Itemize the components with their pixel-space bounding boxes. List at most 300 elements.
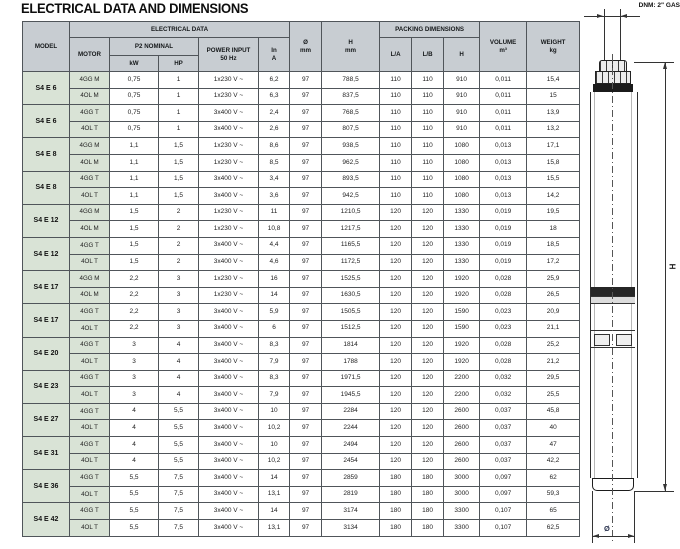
model-cell: S4 E 6 [23, 105, 70, 138]
ph-cell: 1920 [444, 354, 480, 371]
diameter-dimension-label: Ø [604, 524, 610, 533]
vol-cell: 0,032 [480, 370, 527, 387]
table-row [23, 237, 580, 254]
la-cell: 110 [380, 88, 412, 105]
motor-cell: 4OL M [70, 221, 110, 238]
power-cell: 3x400 V ~ [199, 188, 259, 205]
pump-strainer-band [591, 296, 635, 304]
hp-cell: 7,5 [159, 486, 199, 503]
motor-cell: 4GG T [70, 337, 110, 354]
hp-cell: 2 [159, 237, 199, 254]
dia-cell: 97 [290, 453, 322, 470]
ph-cell: 910 [444, 121, 480, 138]
h-cell: 1217,5 [322, 221, 380, 238]
kw-cell: 2,2 [110, 287, 159, 304]
kw-cell: 3 [110, 370, 159, 387]
kw-cell: 3 [110, 387, 159, 404]
lb-cell: 110 [412, 188, 444, 205]
hp-cell: 1 [159, 72, 199, 89]
hp-cell: 7,5 [159, 470, 199, 487]
motor-cell: 4GG T [70, 304, 110, 321]
ph-cell: 1920 [444, 287, 480, 304]
table-row [23, 254, 580, 271]
hp-cell: 7,5 [159, 503, 199, 520]
dia-cell: 97 [290, 437, 322, 454]
vol-cell: 0,013 [480, 154, 527, 171]
header-lb: L/B [412, 38, 444, 72]
pump-base [592, 478, 634, 491]
dia-cell: 97 [290, 470, 322, 487]
kw-cell: 0,75 [110, 121, 159, 138]
h-cell: 1630,5 [322, 287, 380, 304]
vol-cell: 0,107 [480, 503, 527, 520]
wt-cell: 19,5 [527, 204, 580, 221]
lb-cell: 110 [412, 72, 444, 89]
la-cell: 110 [380, 72, 412, 89]
in-cell: 8,3 [259, 337, 290, 354]
in-cell: 13,1 [259, 520, 290, 537]
wt-cell: 26,5 [527, 287, 580, 304]
hp-cell: 1,5 [159, 188, 199, 205]
model-cell: S4 E 20 [23, 337, 70, 370]
in-cell: 4,4 [259, 237, 290, 254]
hp-cell: 5,5 [159, 420, 199, 437]
h-cell: 1165,5 [322, 237, 380, 254]
motor-cell: 4OL T [70, 420, 110, 437]
kw-cell: 1,1 [110, 154, 159, 171]
wt-cell: 13,2 [527, 121, 580, 138]
ph-cell: 1590 [444, 304, 480, 321]
table-row [23, 370, 580, 387]
lb-cell: 120 [412, 337, 444, 354]
lb-cell: 110 [412, 138, 444, 155]
model-cell: S4 E 8 [23, 138, 70, 171]
wt-cell: 15,8 [527, 154, 580, 171]
in-cell: 10,2 [259, 420, 290, 437]
hp-cell: 5,5 [159, 453, 199, 470]
kw-cell: 5,5 [110, 486, 159, 503]
kw-cell: 1,1 [110, 171, 159, 188]
vol-cell: 0,097 [480, 470, 527, 487]
vol-cell: 0,037 [480, 437, 527, 454]
in-cell: 6 [259, 320, 290, 337]
dnm-dimension-line [584, 16, 640, 17]
cable-guard-left [594, 334, 610, 346]
ph-cell: 2600 [444, 420, 480, 437]
dnm-extension-line-right [620, 9, 621, 61]
motor-cell: 4GG T [70, 403, 110, 420]
vol-cell: 0,028 [480, 271, 527, 288]
motor-cell: 4GG T [70, 437, 110, 454]
ph-cell: 3300 [444, 520, 480, 537]
lb-cell: 180 [412, 520, 444, 537]
lb-cell: 120 [412, 304, 444, 321]
table-row [23, 154, 580, 171]
kw-cell: 2,2 [110, 320, 159, 337]
dia-cell: 97 [290, 138, 322, 155]
wt-cell: 47 [527, 437, 580, 454]
h-extension-line-top [634, 62, 674, 63]
wt-cell: 40 [527, 420, 580, 437]
motor-cell: 4OL T [70, 188, 110, 205]
motor-cell: 4OL M [70, 88, 110, 105]
power-cell: 3x400 V ~ [199, 403, 259, 420]
ph-cell: 2200 [444, 387, 480, 404]
wt-cell: 15,5 [527, 171, 580, 188]
vol-cell: 0,019 [480, 237, 527, 254]
pump-body-inner-line-left [594, 92, 595, 478]
la-cell: 110 [380, 138, 412, 155]
table-row [23, 437, 580, 454]
power-cell: 3x400 V ~ [199, 486, 259, 503]
lb-cell: 120 [412, 354, 444, 371]
power-cell: 1x230 V ~ [199, 138, 259, 155]
kw-cell: 5,5 [110, 470, 159, 487]
ph-cell: 910 [444, 105, 480, 122]
h-arrow-down-icon [663, 484, 667, 491]
wt-cell: 17,2 [527, 254, 580, 271]
hp-cell: 1 [159, 88, 199, 105]
dia-cell: 97 [290, 304, 322, 321]
in-cell: 10,2 [259, 453, 290, 470]
h-cell: 1814 [322, 337, 380, 354]
motor-cell: 4GG T [70, 503, 110, 520]
vol-cell: 0,019 [480, 254, 527, 271]
hp-cell: 1,5 [159, 154, 199, 171]
lb-cell: 120 [412, 204, 444, 221]
header-power-input: POWER INPUT 50 Hz [199, 38, 259, 72]
kw-cell: 1,5 [110, 221, 159, 238]
hp-cell: 5,5 [159, 437, 199, 454]
hp-cell: 1 [159, 121, 199, 138]
dia-cell: 97 [290, 403, 322, 420]
dia-cell: 97 [290, 88, 322, 105]
pump-dimensional-drawing [584, 0, 680, 549]
h-extension-line-bottom [634, 491, 674, 492]
in-cell: 2,6 [259, 121, 290, 138]
hp-cell: 4 [159, 337, 199, 354]
ph-cell: 1330 [444, 254, 480, 271]
power-cell: 3x400 V ~ [199, 320, 259, 337]
table-row [23, 121, 580, 138]
la-cell: 120 [380, 337, 412, 354]
ph-cell: 1920 [444, 337, 480, 354]
hp-cell: 2 [159, 221, 199, 238]
la-cell: 110 [380, 171, 412, 188]
la-cell: 110 [380, 188, 412, 205]
dia-cell: 97 [290, 188, 322, 205]
wt-cell: 65 [527, 503, 580, 520]
h-cell: 938,5 [322, 138, 380, 155]
ph-cell: 2600 [444, 403, 480, 420]
la-cell: 120 [380, 221, 412, 238]
la-cell: 180 [380, 470, 412, 487]
cable-guard-right [616, 334, 632, 346]
la-cell: 120 [380, 370, 412, 387]
power-cell: 3x400 V ~ [199, 337, 259, 354]
dia-cell: 97 [290, 370, 322, 387]
lb-cell: 110 [412, 121, 444, 138]
h-cell: 1505,5 [322, 304, 380, 321]
pump-discharge-thread-lower [595, 71, 631, 84]
kw-cell: 4 [110, 453, 159, 470]
in-cell: 10 [259, 403, 290, 420]
dia-cell: 97 [290, 254, 322, 271]
hp-cell: 3 [159, 271, 199, 288]
la-cell: 180 [380, 503, 412, 520]
hp-cell: 1,5 [159, 171, 199, 188]
in-cell: 10,8 [259, 221, 290, 238]
wt-cell: 62 [527, 470, 580, 487]
motor-cell: 4OL M [70, 154, 110, 171]
wt-cell: 29,5 [527, 370, 580, 387]
la-cell: 120 [380, 254, 412, 271]
h-cell: 1525,5 [322, 271, 380, 288]
h-cell: 2244 [322, 420, 380, 437]
wt-cell: 42,2 [527, 453, 580, 470]
vol-cell: 0,013 [480, 171, 527, 188]
hp-cell: 5,5 [159, 403, 199, 420]
wt-cell: 18 [527, 221, 580, 238]
header-electrical-data: ELECTRICAL DATA [70, 22, 290, 38]
ph-cell: 1330 [444, 237, 480, 254]
kw-cell: 0,75 [110, 88, 159, 105]
power-cell: 1x230 V ~ [199, 88, 259, 105]
dia-cell: 97 [290, 204, 322, 221]
dia-cell: 97 [290, 221, 322, 238]
in-cell: 11 [259, 204, 290, 221]
ph-cell: 1330 [444, 221, 480, 238]
vol-cell: 0,028 [480, 354, 527, 371]
ph-cell: 1080 [444, 154, 480, 171]
power-cell: 3x400 V ~ [199, 354, 259, 371]
cable-guard-bottom-line [591, 347, 635, 348]
table-row [23, 72, 580, 89]
table-row [23, 105, 580, 122]
header-h-mm: H mm [322, 22, 380, 72]
table-row [23, 188, 580, 205]
vol-cell: 0,013 [480, 138, 527, 155]
dnm-arrow-right-icon [597, 14, 603, 18]
hp-cell: 3 [159, 320, 199, 337]
la-cell: 120 [380, 420, 412, 437]
ph-cell: 3300 [444, 503, 480, 520]
wt-cell: 13,9 [527, 105, 580, 122]
in-cell: 6,3 [259, 88, 290, 105]
motor-cell: 4GG T [70, 370, 110, 387]
header-packing-h: H [444, 38, 480, 72]
power-cell: 3x400 V ~ [199, 503, 259, 520]
motor-cell: 4OL T [70, 453, 110, 470]
motor-cell: 4GG M [70, 271, 110, 288]
motor-cell: 4GG M [70, 138, 110, 155]
h-cell: 893,5 [322, 171, 380, 188]
diameter-arrow-right-icon [628, 534, 634, 538]
la-cell: 120 [380, 287, 412, 304]
ph-cell: 910 [444, 88, 480, 105]
la-cell: 120 [380, 354, 412, 371]
in-cell: 4,6 [259, 254, 290, 271]
in-cell: 6,2 [259, 72, 290, 89]
hp-cell: 1 [159, 105, 199, 122]
header-motor: MOTOR [70, 38, 110, 72]
in-cell: 14 [259, 287, 290, 304]
cable-guard-top-line [591, 330, 635, 331]
lb-cell: 110 [412, 154, 444, 171]
table-body [23, 72, 580, 537]
in-cell: 14 [259, 470, 290, 487]
kw-cell: 2,2 [110, 304, 159, 321]
motor-cell: 4OL T [70, 486, 110, 503]
wt-cell: 62,5 [527, 520, 580, 537]
h-arrow-up-icon [663, 62, 667, 69]
in-cell: 7,9 [259, 354, 290, 371]
h-cell: 3174 [322, 503, 380, 520]
table-row [23, 271, 580, 288]
dia-cell: 97 [290, 271, 322, 288]
in-cell: 3,6 [259, 188, 290, 205]
motor-cell: 4OL T [70, 387, 110, 404]
model-cell: S4 E 6 [23, 72, 70, 105]
table-row [23, 486, 580, 503]
motor-cell: 4OL M [70, 287, 110, 304]
wt-cell: 21,2 [527, 354, 580, 371]
motor-cell: 4GG M [70, 72, 110, 89]
dia-cell: 97 [290, 121, 322, 138]
la-cell: 110 [380, 105, 412, 122]
motor-cell: 4GG T [70, 237, 110, 254]
kw-cell: 0,75 [110, 72, 159, 89]
h-cell: 3134 [322, 520, 380, 537]
in-cell: 7,9 [259, 387, 290, 404]
table-row [23, 354, 580, 371]
lb-cell: 120 [412, 320, 444, 337]
motor-cell: 4GG T [70, 470, 110, 487]
ph-cell: 1080 [444, 188, 480, 205]
h-cell: 2819 [322, 486, 380, 503]
dia-cell: 97 [290, 337, 322, 354]
kw-cell: 1,5 [110, 237, 159, 254]
la-cell: 120 [380, 403, 412, 420]
motor-cell: 4OL T [70, 254, 110, 271]
kw-cell: 1,5 [110, 254, 159, 271]
lb-cell: 120 [412, 271, 444, 288]
ph-cell: 1590 [444, 320, 480, 337]
in-cell: 2,4 [259, 105, 290, 122]
table-row [23, 403, 580, 420]
la-cell: 120 [380, 437, 412, 454]
kw-cell: 4 [110, 420, 159, 437]
dia-cell: 97 [290, 387, 322, 404]
kw-cell: 1,5 [110, 204, 159, 221]
dia-cell: 97 [290, 237, 322, 254]
kw-cell: 4 [110, 403, 159, 420]
wt-cell: 15 [527, 88, 580, 105]
in-cell: 5,9 [259, 304, 290, 321]
in-cell: 14 [259, 503, 290, 520]
motor-cell: 4OL T [70, 320, 110, 337]
electrical-data-table [22, 21, 580, 537]
model-cell: S4 E 36 [23, 470, 70, 503]
dia-cell: 97 [290, 420, 322, 437]
dia-cell: 97 [290, 354, 322, 371]
h-cell: 837,5 [322, 88, 380, 105]
ph-cell: 910 [444, 72, 480, 89]
vol-cell: 0,037 [480, 403, 527, 420]
table-row [23, 420, 580, 437]
h-cell: 1172,5 [322, 254, 380, 271]
h-cell: 2859 [322, 470, 380, 487]
dia-cell: 97 [290, 105, 322, 122]
in-cell: 8,5 [259, 154, 290, 171]
h-cell: 768,5 [322, 105, 380, 122]
vol-cell: 0,023 [480, 304, 527, 321]
h-cell: 1945,5 [322, 387, 380, 404]
hp-cell: 4 [159, 370, 199, 387]
motor-cell: 4GG M [70, 204, 110, 221]
lb-cell: 120 [412, 237, 444, 254]
table-row [23, 503, 580, 520]
header-model: MODEL [23, 22, 70, 72]
power-cell: 3x400 V ~ [199, 387, 259, 404]
lb-cell: 120 [412, 403, 444, 420]
dia-cell: 97 [290, 171, 322, 188]
power-cell: 3x400 V ~ [199, 105, 259, 122]
vol-cell: 0,037 [480, 420, 527, 437]
power-cell: 3x400 V ~ [199, 520, 259, 537]
table-row [23, 520, 580, 537]
wt-cell: 18,5 [527, 237, 580, 254]
la-cell: 120 [380, 271, 412, 288]
wt-cell: 25,9 [527, 271, 580, 288]
ph-cell: 1080 [444, 138, 480, 155]
lb-cell: 120 [412, 287, 444, 304]
in-cell: 3,4 [259, 171, 290, 188]
power-cell: 3x400 V ~ [199, 254, 259, 271]
power-cell: 1x230 V ~ [199, 221, 259, 238]
motor-cell: 4OL T [70, 121, 110, 138]
pump-coupling-band [591, 287, 635, 296]
lb-cell: 110 [412, 171, 444, 188]
power-cell: 3x400 V ~ [199, 237, 259, 254]
la-cell: 110 [380, 154, 412, 171]
ph-cell: 1330 [444, 204, 480, 221]
h-dimension-label: H [667, 263, 677, 270]
table-row [23, 304, 580, 321]
power-cell: 3x400 V ~ [199, 437, 259, 454]
la-cell: 120 [380, 320, 412, 337]
h-cell: 962,5 [322, 154, 380, 171]
vol-cell: 0,019 [480, 204, 527, 221]
kw-cell: 3 [110, 354, 159, 371]
kw-cell: 5,5 [110, 503, 159, 520]
h-cell: 942,5 [322, 188, 380, 205]
h-cell: 1788 [322, 354, 380, 371]
ph-cell: 3000 [444, 470, 480, 487]
hp-cell: 3 [159, 287, 199, 304]
table-row [23, 221, 580, 238]
header-weight: WEIGHT kg [527, 22, 580, 72]
model-cell: S4 E 12 [23, 237, 70, 270]
h-cell: 2284 [322, 403, 380, 420]
header-kw: kW [110, 56, 159, 72]
la-cell: 120 [380, 237, 412, 254]
ph-cell: 1080 [444, 171, 480, 188]
power-cell: 1x230 V ~ [199, 287, 259, 304]
dia-cell: 97 [290, 154, 322, 171]
lb-cell: 180 [412, 503, 444, 520]
dia-cell: 97 [290, 520, 322, 537]
